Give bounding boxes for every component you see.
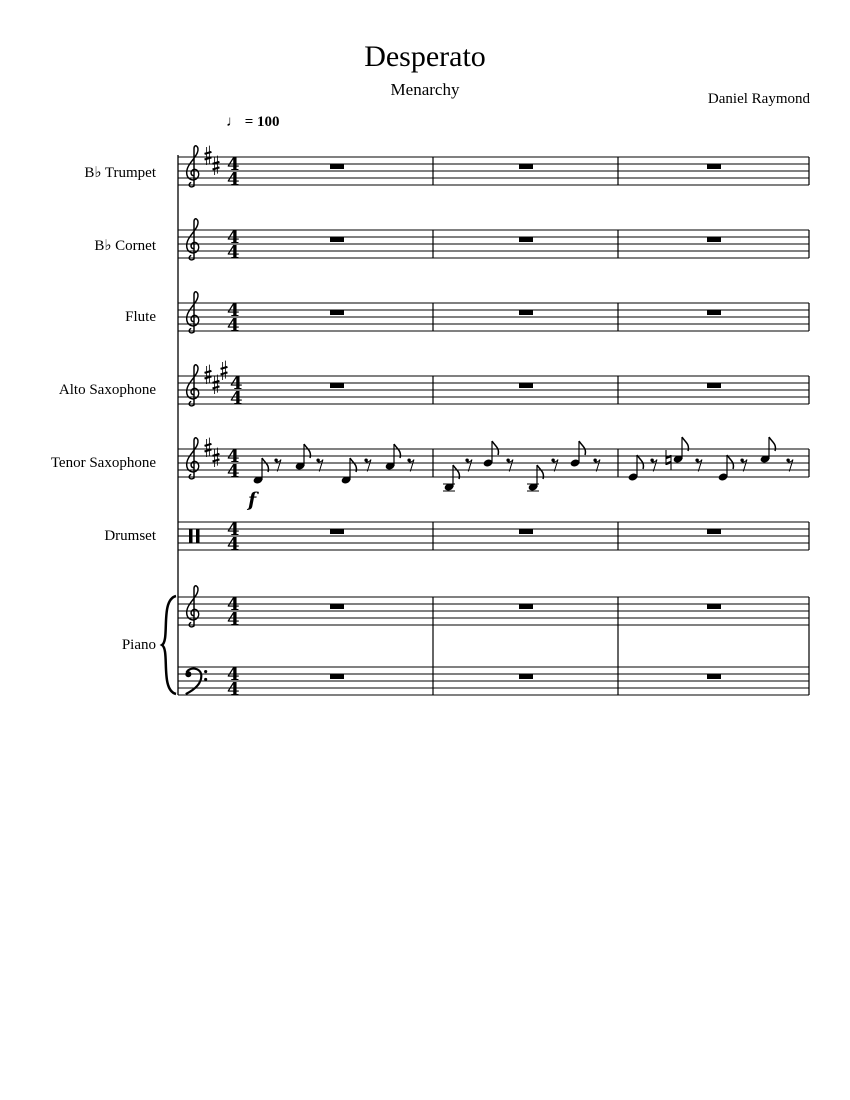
time-sig-bottom: 4 — [227, 169, 240, 190]
sharp-icon — [213, 156, 220, 175]
whole-rest — [330, 604, 344, 609]
time-sig-top: 4 — [227, 664, 240, 685]
instrument-name-alto-sax: Alto Saxophone — [58, 382, 156, 398]
whole-rest — [330, 674, 344, 679]
staff-alto-sax — [178, 361, 809, 409]
treble-clef-icon — [187, 586, 199, 627]
treble-clef-icon — [187, 438, 199, 479]
note-flag — [492, 441, 498, 455]
quarter-note-icon: ♩ — [226, 114, 241, 130]
dynamic-forte: f — [248, 489, 257, 511]
staff-trumpet — [178, 146, 809, 190]
note-flag — [727, 455, 733, 469]
treble-clef-icon — [187, 146, 199, 187]
whole-rest — [330, 529, 344, 534]
treble-clef-icon — [187, 219, 199, 260]
instrument-name-drumset: Drumset — [104, 528, 156, 544]
measure-1-notes — [253, 444, 414, 485]
whole-rest — [330, 164, 344, 169]
time-sig-bottom: 4 — [227, 242, 240, 263]
instrument-name-cornet: B♭ Cornet — [94, 238, 156, 254]
whole-rest — [519, 383, 533, 388]
time-sig-top: 4 — [227, 154, 240, 175]
whole-rest — [330, 310, 344, 315]
sharp-icon — [205, 438, 212, 457]
staff-tenor-sax — [178, 437, 809, 511]
whole-rest — [707, 674, 721, 679]
time-sig-bottom: 4 — [227, 679, 240, 700]
sharp-icon — [213, 375, 220, 394]
note-flag — [637, 455, 643, 469]
instrument-name-piano: Piano — [121, 637, 156, 653]
whole-rest — [707, 529, 721, 534]
whole-rest — [519, 237, 533, 242]
time-sig-top: 4 — [227, 594, 240, 615]
sharp-icon — [205, 365, 212, 384]
time-sig-bottom: 4 — [227, 609, 240, 630]
time-sig-top: 4 — [230, 373, 243, 394]
whole-rest — [707, 310, 721, 315]
instrument-name-flute: Flute — [125, 309, 156, 325]
instrument-name-tenor-sax: Tenor Saxophone — [50, 455, 156, 471]
time-sig-bottom: 4 — [227, 534, 240, 555]
piano-barlines — [433, 597, 809, 695]
whole-rest — [707, 604, 721, 609]
whole-rest — [519, 529, 533, 534]
whole-rest — [519, 310, 533, 315]
time-sig-top: 4 — [227, 446, 240, 467]
composer-name: Daniel Raymond — [707, 91, 810, 107]
time-sig-bottom: 4 — [227, 315, 240, 336]
time-sig-bottom: 4 — [227, 461, 240, 482]
sharp-icon — [221, 361, 228, 380]
whole-rest — [707, 237, 721, 242]
score-title: Desperato — [364, 40, 486, 73]
whole-rest — [707, 383, 721, 388]
whole-rest — [519, 164, 533, 169]
treble-clef-icon — [187, 292, 199, 333]
time-sig-top: 4 — [227, 300, 240, 321]
sharp-icon — [205, 146, 212, 165]
staff-cornet — [178, 219, 809, 263]
instrument-name-trumpet: B♭ Trumpet — [84, 165, 156, 181]
whole-rest — [330, 237, 344, 242]
score-subtitle: Menarchy — [390, 80, 460, 99]
staff-piano-treble — [178, 586, 809, 630]
tempo-value: = 100 — [244, 114, 280, 130]
staff-piano-bass — [178, 664, 809, 700]
piano-brace — [162, 596, 176, 694]
note-flag — [579, 441, 585, 455]
treble-clef-icon — [187, 365, 199, 406]
measure-3-notes — [628, 437, 793, 482]
whole-rest — [707, 164, 721, 169]
staff-flute — [178, 292, 809, 336]
time-sig-top: 4 — [227, 227, 240, 248]
time-sig-top: 4 — [227, 519, 240, 540]
natural-sign-icon — [666, 450, 671, 470]
sharp-icon — [213, 448, 220, 467]
staff-drumset — [178, 519, 809, 555]
whole-rest — [519, 604, 533, 609]
whole-rest — [519, 674, 533, 679]
time-sig-bottom: 4 — [230, 388, 243, 409]
whole-rest — [330, 383, 344, 388]
